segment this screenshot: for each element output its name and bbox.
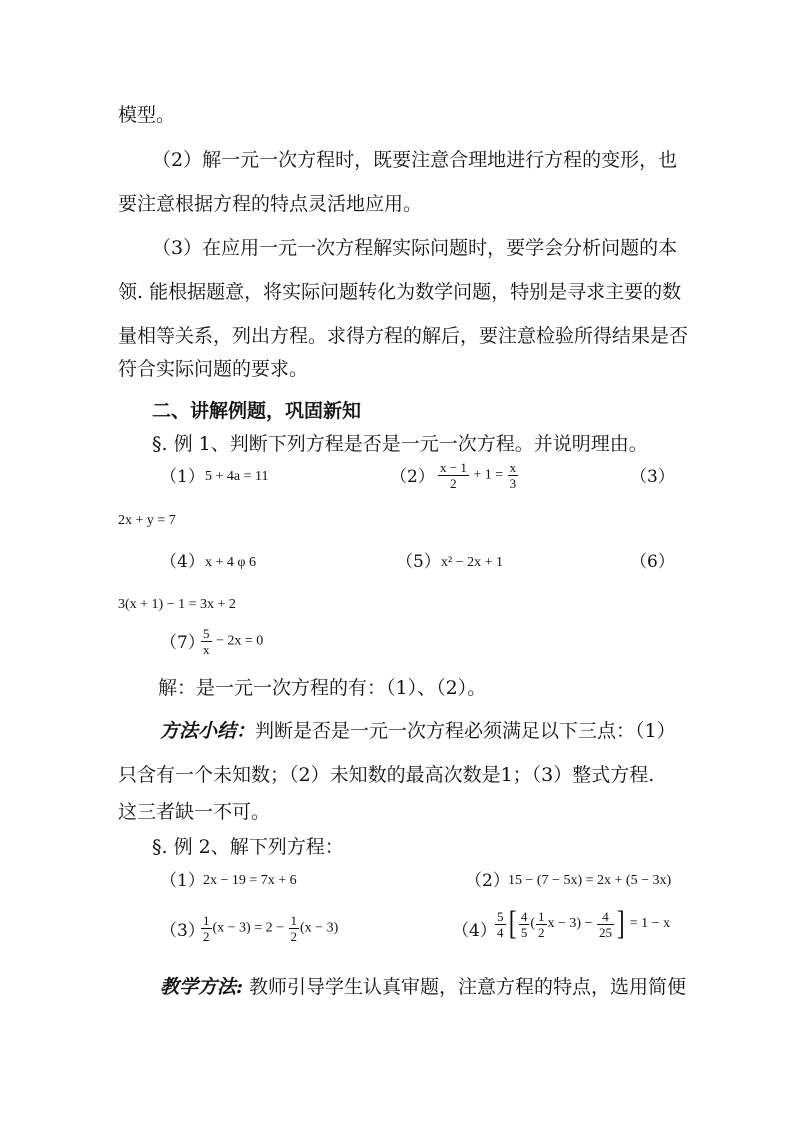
summary-line bbox=[160, 719, 676, 743]
text-line: 只含有一个未知数；（2）未知数的最高次数是1；（3）整式方程. bbox=[118, 764, 655, 786]
item-label: （2） bbox=[390, 467, 435, 487]
item-label: （5） bbox=[396, 552, 441, 572]
method-text: 教师引导学生认真审题，注意方程的特点，选用简便 bbox=[243, 976, 687, 998]
item-label: （3） bbox=[160, 921, 205, 941]
summary-label: 方法小结： bbox=[160, 720, 256, 742]
item-label: （7） bbox=[160, 633, 205, 653]
item-label: （3） bbox=[630, 467, 675, 487]
text-line: 要注意根据方程的特点灵活地应用。 bbox=[118, 193, 423, 215]
summary-text: 判断是否是一元一次方程必须满足以下三点：（1） bbox=[255, 720, 676, 742]
equation: 3(x + 1) − 1 = 3x + 2 bbox=[118, 597, 236, 612]
equation: 2x − 19 = 7x + 6 bbox=[203, 873, 297, 888]
answer-line: 解：是一元一次方程的有：（1）、（2）。 bbox=[158, 677, 487, 699]
equation: 5 + 4a = 11 bbox=[205, 469, 269, 484]
text-line: （3）在应用一元一次方程解实际问题时，要学会分析问题的本 bbox=[152, 237, 678, 259]
text-line: 量相等关系，列出方程。求得方程的解后，要注意检验所得结果是否 bbox=[118, 325, 689, 347]
equation-fraction: $\frac{5}{x}$ − 2x = 0 bbox=[203, 626, 264, 657]
text-line: （2）解一元一次方程时，既要注意合理地进行方程的变形，也 bbox=[152, 149, 678, 171]
example-2-heading: §. 例 2、解下列方程： bbox=[152, 836, 344, 858]
text-line: 符合实际问题的要求。 bbox=[118, 358, 309, 380]
section-heading: 二、讲解例题，巩固新知 bbox=[152, 400, 362, 422]
equation: x² − 2x + 1 bbox=[441, 555, 503, 570]
equation: 15 − (7 − 5x) = 2x + (5 − 3x) bbox=[508, 873, 672, 888]
item-label: （6） bbox=[630, 552, 675, 572]
item-label: （4） bbox=[160, 552, 205, 572]
text-line: 领. 能根据题意，将实际问题转化为数学问题，特别是寻求主要的数 bbox=[118, 281, 682, 303]
text-line: 模型。 bbox=[118, 104, 176, 126]
method-line bbox=[160, 975, 686, 999]
equation: 2x + y = 7 bbox=[118, 513, 176, 528]
item-label: （1） bbox=[160, 871, 205, 891]
method-label: 教学方法: bbox=[160, 976, 244, 998]
equation-fraction: $\frac{x - 1}{2}$ + 1 = $\frac{x}{3}$ bbox=[440, 460, 517, 491]
item-label: （2） bbox=[465, 871, 510, 891]
example-1-heading: §. 例 1、判断下列方程是否是一元一次方程。并说明理由。 bbox=[152, 433, 648, 455]
equation-fraction: $\frac{5}{4}$ [ $\frac{4}{5}$ ( $\frac{1}{2}$ x − 3) − $\frac{4}{25}$ ] = 1 − x bbox=[497, 905, 671, 942]
text-line: 这三者缺一不可。 bbox=[118, 801, 271, 823]
equation-fraction: $\frac{1}{2}$ (x − 3) = 2 − $\frac{1}{2}$ (x − 3) bbox=[203, 913, 339, 944]
item-label: （1） bbox=[160, 467, 205, 487]
equation: x + 4 φ 6 bbox=[205, 555, 256, 570]
item-label: （4） bbox=[452, 921, 497, 941]
